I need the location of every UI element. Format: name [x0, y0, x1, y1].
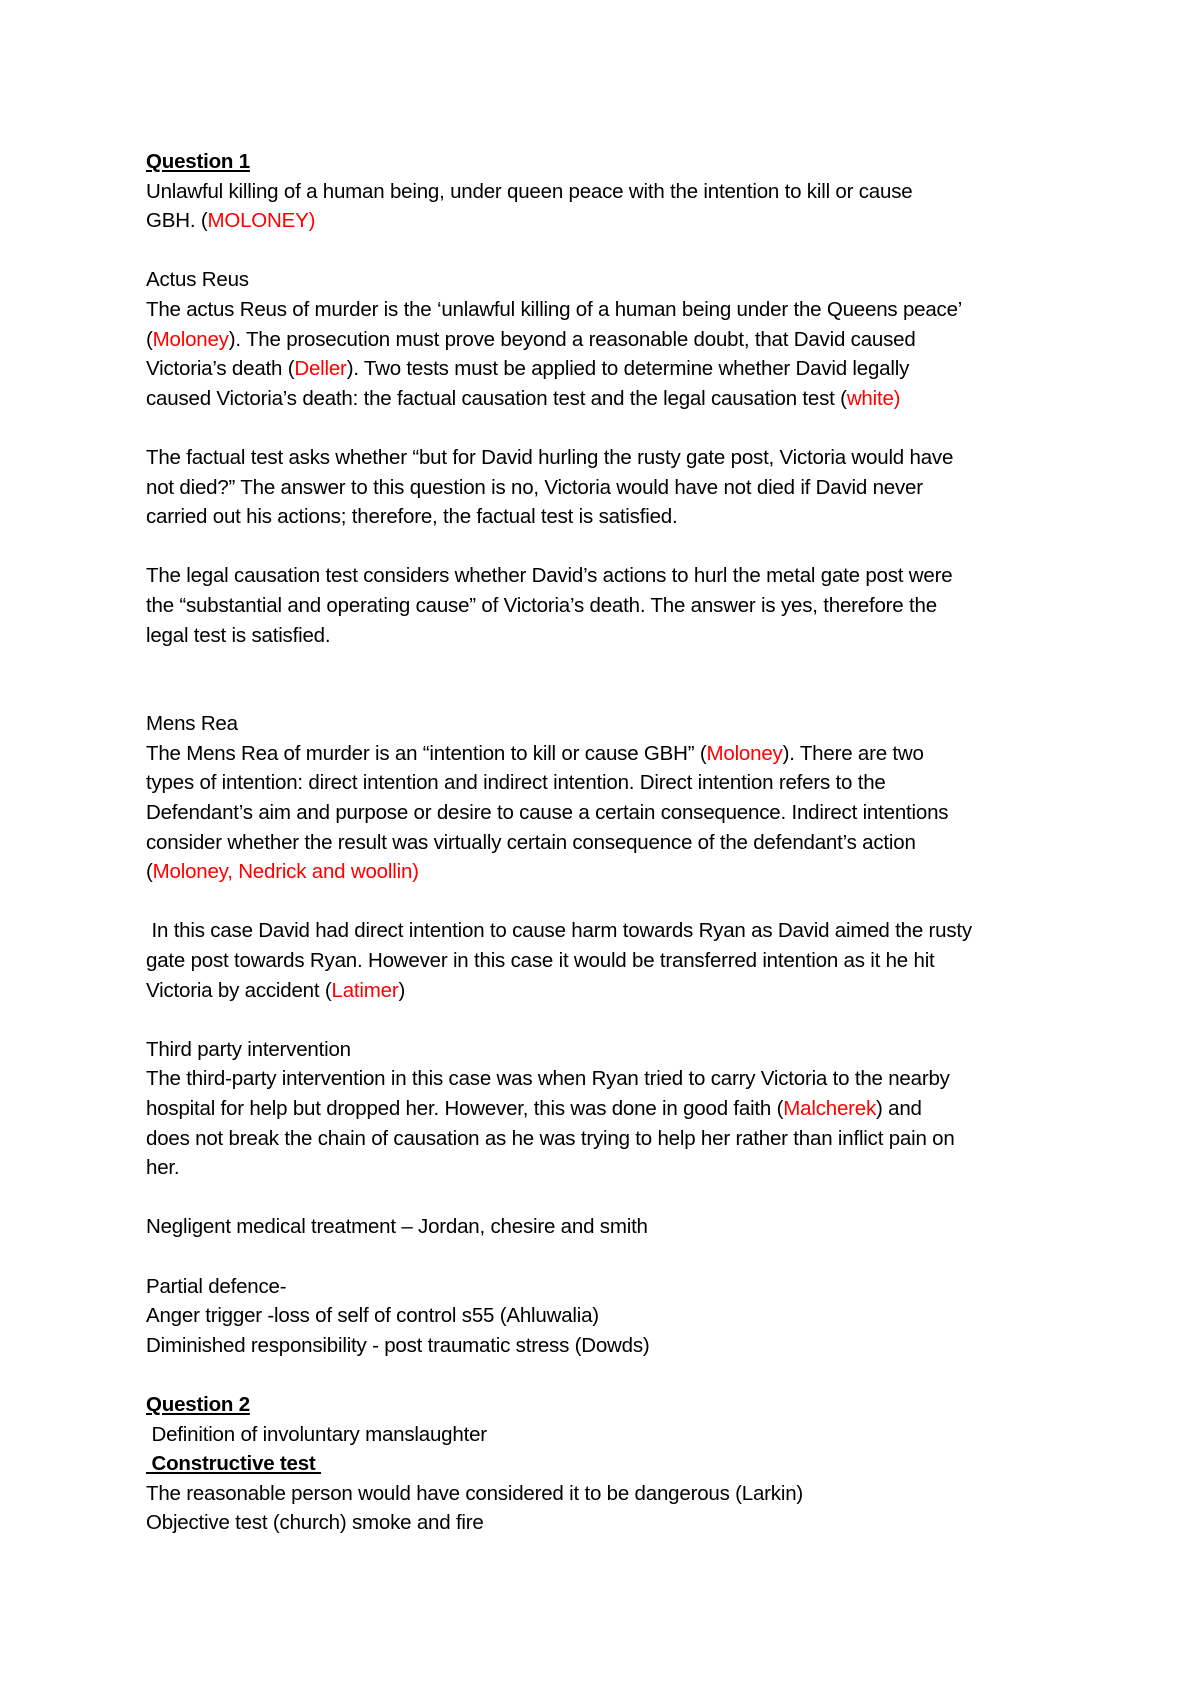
citation-white: white): [846, 386, 901, 410]
spacer: [146, 680, 1086, 710]
third-party-line-2: [146, 1094, 1086, 1124]
text-run: The Mens Rea of murder is an “intention to kill or cause GBH” (: [146, 741, 707, 765]
partial-defence-heading: Partial defence-: [146, 1274, 287, 1298]
text-run: Victoria’s death (: [146, 357, 295, 381]
spacer: [146, 532, 1086, 562]
partial-defence-line-1: Anger trigger -loss of self of control s55 (Ahluwalia): [146, 1304, 599, 1328]
text-run: ). There are two: [782, 741, 924, 765]
citation-moloney-nedrick-woollin: Moloney, Nedrick and woollin): [152, 860, 419, 884]
spacer: [146, 1005, 1086, 1035]
text-run: ). Two tests must be applied to determine whether David legally: [346, 357, 910, 381]
citation-moloney: Moloney: [152, 327, 229, 351]
constructive-test-heading: Constructive test: [146, 1452, 322, 1476]
actus-reus-line-1: The actus Reus of murder is the ‘unlawful killing of a human being under the Queens peace’: [146, 297, 963, 321]
text-run: (: [146, 860, 153, 884]
spacer: [146, 1183, 1086, 1213]
spacer: [146, 650, 1086, 680]
direct-intention-line-2: gate post towards Ryan. However in this case it would be transferred intention as it he hit: [146, 949, 935, 973]
actus-reus-line-2: [146, 325, 1086, 355]
third-party-line-1: The third-party intervention in this case was when Ryan tried to carry Victoria to the nearby: [146, 1067, 950, 1091]
citation-latimer: Latimer: [331, 978, 399, 1002]
spacer: [146, 1360, 1086, 1390]
text-run: hospital for help but dropped her. However, this was done in good faith (: [146, 1097, 784, 1120]
direct-intention-line-3: [146, 976, 1086, 1006]
third-party-line-4: her.: [146, 1156, 180, 1180]
actus-reus-heading: Actus Reus: [146, 268, 249, 292]
text-run: ): [398, 978, 406, 1002]
q2-line-1: The reasonable person would have considered it to be dangerous (Larkin): [146, 1481, 804, 1505]
q2-line-2: Objective test (church) smoke and fire: [146, 1511, 484, 1535]
direct-intention-line-1: In this case David had direct intention to cause harm towards Ryan as David aimed the rusty: [146, 919, 972, 943]
legal-test-line-3: legal test is satisfied.: [146, 623, 331, 647]
third-party-heading: Third party intervention: [146, 1037, 351, 1061]
mens-rea-line-5: [146, 857, 1086, 887]
spacer: [146, 236, 1086, 266]
question-1-heading: Question 1: [146, 150, 250, 173]
spacer: [146, 887, 1086, 917]
citation-moloney: MOLONEY): [207, 209, 316, 233]
factual-test-line-1: The factual test asks whether “but for David hurling the rusty gate post, Victoria would have: [146, 445, 954, 469]
citation-moloney: Moloney: [706, 741, 783, 765]
text-run: Victoria by accident (: [146, 978, 332, 1002]
text-run: ). The prosecution must prove beyond a reasonable doubt, that David caused: [228, 327, 916, 351]
document-body: [146, 147, 1086, 1538]
text-run: GBH. (: [146, 209, 208, 233]
spacer: [146, 413, 1086, 443]
q1-definition-line-1: Unlawful killing of a human being, under queen peace with the intention to kill or cause: [146, 179, 913, 203]
citation-deller: Deller: [294, 357, 347, 381]
mens-rea-line-4: consider whether the result was virtually certain consequence of the defendant’s action: [146, 830, 916, 854]
spacer: [146, 1242, 1086, 1272]
mens-rea-line-2: types of intention: direct intention and indirect intention. Direct intention refers to the: [146, 771, 886, 795]
mens-rea-heading: Mens Rea: [146, 712, 238, 736]
legal-test-line-2: the “substantial and operating cause” of Victoria’s death. The answer is yes, therefore the: [146, 593, 937, 617]
legal-test-line-1: The legal causation test considers whether David’s actions to hurl the metal gate post were: [146, 564, 953, 588]
factual-test-line-2: not died?” The answer to this question is no, Victoria would have not died if David never: [146, 475, 923, 499]
actus-reus-line-3: [146, 354, 1086, 384]
third-party-line-3: does not break the chain of causation as he was trying to help her rather than inflict pain on: [146, 1126, 955, 1150]
question-2-heading: Question 2: [146, 1392, 250, 1416]
q2-definition: Definition of involuntary manslaughter: [146, 1422, 487, 1446]
text-run: ) and: [876, 1097, 922, 1120]
partial-defence-line-2: Diminished responsibility - post traumatic stress (Dowds): [146, 1333, 650, 1357]
text-run: (: [146, 327, 153, 351]
mens-rea-line-3: Defendant’s aim and purpose or desire to cause a certain consequence. Indirect intentions: [146, 801, 949, 825]
actus-reus-line-4: [146, 384, 1086, 414]
mens-rea-line-1: [146, 739, 1086, 769]
citation-malcherek: Malcherek: [783, 1097, 877, 1120]
q1-definition-line-2: [146, 206, 1086, 236]
negligent-medical-treatment: Negligent medical treatment – Jordan, chesire and smith: [146, 1215, 648, 1239]
text-run: caused Victoria’s death: the factual causation test and the legal causation test (: [146, 386, 847, 410]
factual-test-line-3: carried out his actions; therefore, the factual test is satisfied.: [146, 505, 678, 529]
